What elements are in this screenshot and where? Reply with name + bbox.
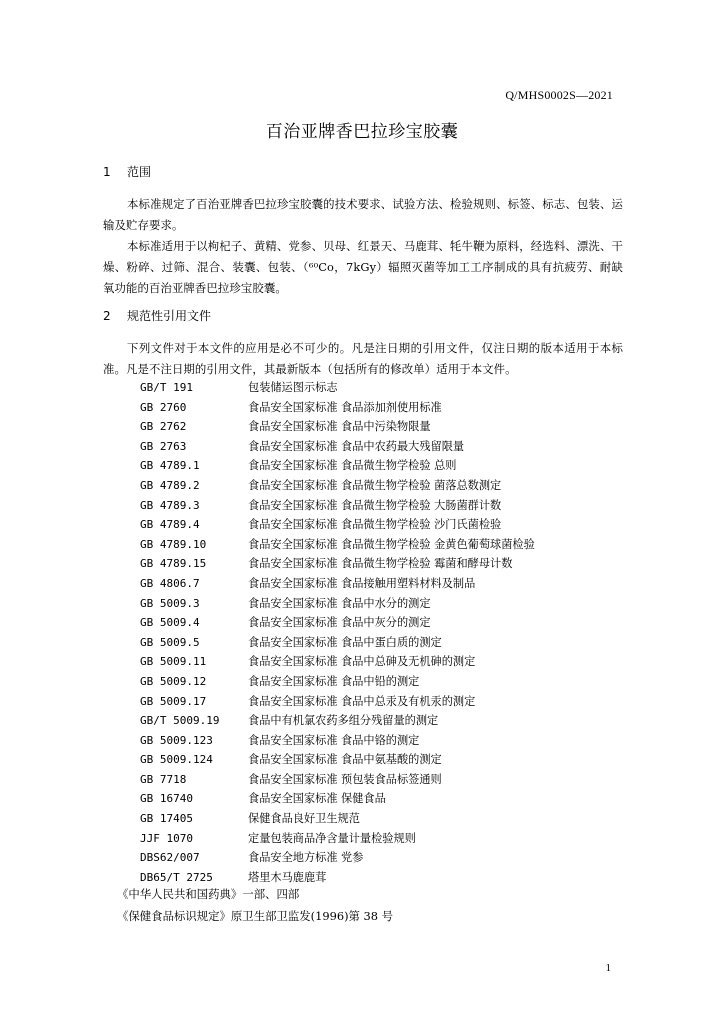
reference-item [140, 456, 535, 476]
reference-title: 食品中有机氯农药多组分残留量的测定 [248, 714, 439, 728]
reference-code: GB 4789.2 [140, 478, 200, 492]
scope-paragraph-2: 本标准适用于以枸杞子、黄精、党参、贝母、红景天、马鹿茸、牦牛鞭为原料，经选料、漂洗、干燥、粉碎、过筛、混合、装囊、包装、（⁶⁰Co，7kGy）辐照灭菌等加工工序制成的具有抗疲劳、耐缺氧功能的百治亚牌香巴拉珍宝胶囊。 [103, 239, 623, 295]
scope-paragraph-1: 本标准规定了百治亚牌香巴拉珍宝胶囊的技术要求、试验方法、检验规则、标签、标志、包装、运输及贮存要求。 [103, 197, 623, 232]
reference-code: GB 4789.4 [140, 518, 200, 532]
section-heading-normative-references [103, 307, 211, 324]
reference-code: GB 5009.4 [140, 616, 200, 630]
reference-code: GB 5009.17 [140, 694, 207, 708]
reference-item [140, 496, 535, 516]
section-number: 1 [103, 165, 111, 179]
section-title: 范围 [127, 165, 152, 179]
reference-item [140, 437, 535, 457]
reference-title: 食品安全国家标准 食品接触用塑料材料及制品 [248, 576, 476, 590]
reference-code: GB 4789.1 [140, 459, 200, 473]
reference-code: GB 5009.3 [140, 596, 200, 610]
reference-item [140, 613, 535, 633]
reference-item [140, 398, 535, 418]
reference-code: GB 4806.7 [140, 576, 200, 590]
reference-code: GB 4789.10 [140, 537, 207, 551]
reference-list [140, 378, 535, 887]
section-number: 2 [103, 309, 111, 323]
reference-title: 食品安全国家标准 食品中灰分的测定 [248, 616, 431, 630]
reference-item [140, 633, 535, 653]
reference-item [140, 417, 535, 437]
reference-item [140, 750, 535, 770]
page-number: 1 [605, 962, 611, 974]
reference-code: GB 16740 [140, 792, 193, 806]
extra-reference-list [117, 883, 393, 927]
reference-code: GB 4789.3 [140, 498, 200, 512]
reference-title: 包装储运图示标志 [248, 381, 338, 394]
extra-reference-item: 《中华人民共和国药典》一部、四部 [117, 887, 300, 901]
reference-code: GB 5009.124 [140, 753, 213, 767]
reference-title: 定量包装商品净含量计量检验规则 [248, 831, 416, 845]
reference-title: 食品安全国家标准 食品中农药最大残留限量 [248, 439, 465, 453]
reference-item [140, 515, 535, 535]
references-intro-paragraph: 下列文件对于本文件的应用是必不可少的。凡是注日期的引用文件，仅注日期的版本适用于本标准。凡是不注日期的引用文件，其最新版本（包括所有的修改单）适用于本文件。 [103, 341, 623, 376]
reference-title: 食品安全国家标准 食品添加剂使用标准 [248, 400, 442, 414]
reference-code: GB 17405 [140, 812, 193, 826]
reference-title: 食品安全国家标准 食品中铬的测定 [248, 733, 420, 747]
reference-item [140, 554, 535, 574]
extra-reference-item: 《保健食品标识规定》原卫生部卫监发(1996)第 38 号 [117, 909, 394, 923]
reference-title: 食品安全国家标准 食品中总汞及有机汞的测定 [248, 694, 476, 708]
reference-item [140, 829, 535, 849]
reference-title: 食品安全国家标准 食品微生物学检验 总则 [248, 459, 457, 473]
reference-title: 食品安全国家标准 保健食品 [248, 792, 386, 806]
reference-code: GB 5009.11 [140, 655, 207, 669]
reference-title: 食品安全国家标准 食品中铅的测定 [248, 674, 420, 688]
reference-code: GB 5009.5 [140, 635, 200, 649]
reference-item [140, 789, 535, 809]
reference-title: 食品安全国家标准 食品中氨基酸的测定 [248, 753, 442, 767]
reference-code: GB 7718 [140, 772, 187, 786]
reference-item [140, 848, 535, 868]
reference-title: 食品安全国家标准 食品中蛋白质的测定 [248, 635, 442, 649]
document-title: 百治亚牌香巴拉珍宝胶囊 [265, 122, 459, 142]
reference-code: GB/T 5009.19 [140, 714, 220, 728]
reference-item [140, 594, 535, 614]
reference-code: JJF 1070 [140, 831, 193, 845]
reference-code: DBS62/007 [140, 851, 200, 865]
reference-item [140, 770, 535, 790]
reference-title: 食品安全国家标准 食品微生物学检验 金黄色葡萄球菌检验 [248, 537, 535, 551]
reference-title: 食品安全国家标准 预包装食品标签通则 [248, 772, 442, 786]
reference-code: GB 2763 [140, 439, 187, 453]
reference-title: 食品安全国家标准 食品微生物学检验 大肠菌群计数 [248, 498, 502, 512]
reference-code: GB 2762 [140, 420, 187, 434]
section-heading-scope [103, 163, 151, 180]
reference-code: GB 4789.15 [140, 557, 207, 571]
reference-code: GB 5009.12 [140, 674, 207, 688]
reference-item [140, 574, 535, 594]
reference-item [140, 692, 535, 712]
reference-code: DB65/T 2725 [140, 870, 213, 884]
reference-title: 食品安全国家标准 食品中水分的测定 [248, 596, 431, 610]
reference-title: 保健食品良好卫生规范 [248, 812, 360, 826]
reference-item [140, 731, 535, 751]
reference-item [140, 652, 535, 672]
reference-code: GB/T 191 [140, 381, 193, 394]
reference-title: 食品安全国家标准 食品微生物学检验 菌落总数测定 [248, 478, 502, 492]
reference-title: 食品安全地方标准 党参 [248, 851, 364, 865]
reference-item [140, 535, 535, 555]
reference-item [140, 711, 535, 731]
reference-item [140, 672, 535, 692]
reference-code: GB 5009.123 [140, 733, 213, 747]
reference-title: 食品安全国家标准 食品微生物学检验 沙门氏菌检验 [248, 518, 502, 532]
section-title: 规范性引用文件 [127, 309, 212, 323]
reference-item [140, 476, 535, 496]
reference-title: 食品安全国家标准 食品中总砷及无机砷的测定 [248, 655, 476, 669]
reference-item [140, 378, 535, 398]
standard-code: Q/MHS0002S—2021 [505, 88, 613, 102]
reference-title: 食品安全国家标准 食品中污染物限量 [248, 420, 431, 434]
reference-item [140, 809, 535, 829]
reference-title: 食品安全国家标准 食品微生物学检验 霉菌和酵母计数 [248, 557, 513, 571]
reference-title: 塔里木马鹿鹿茸 [248, 870, 327, 884]
reference-code: GB 2760 [140, 400, 187, 414]
